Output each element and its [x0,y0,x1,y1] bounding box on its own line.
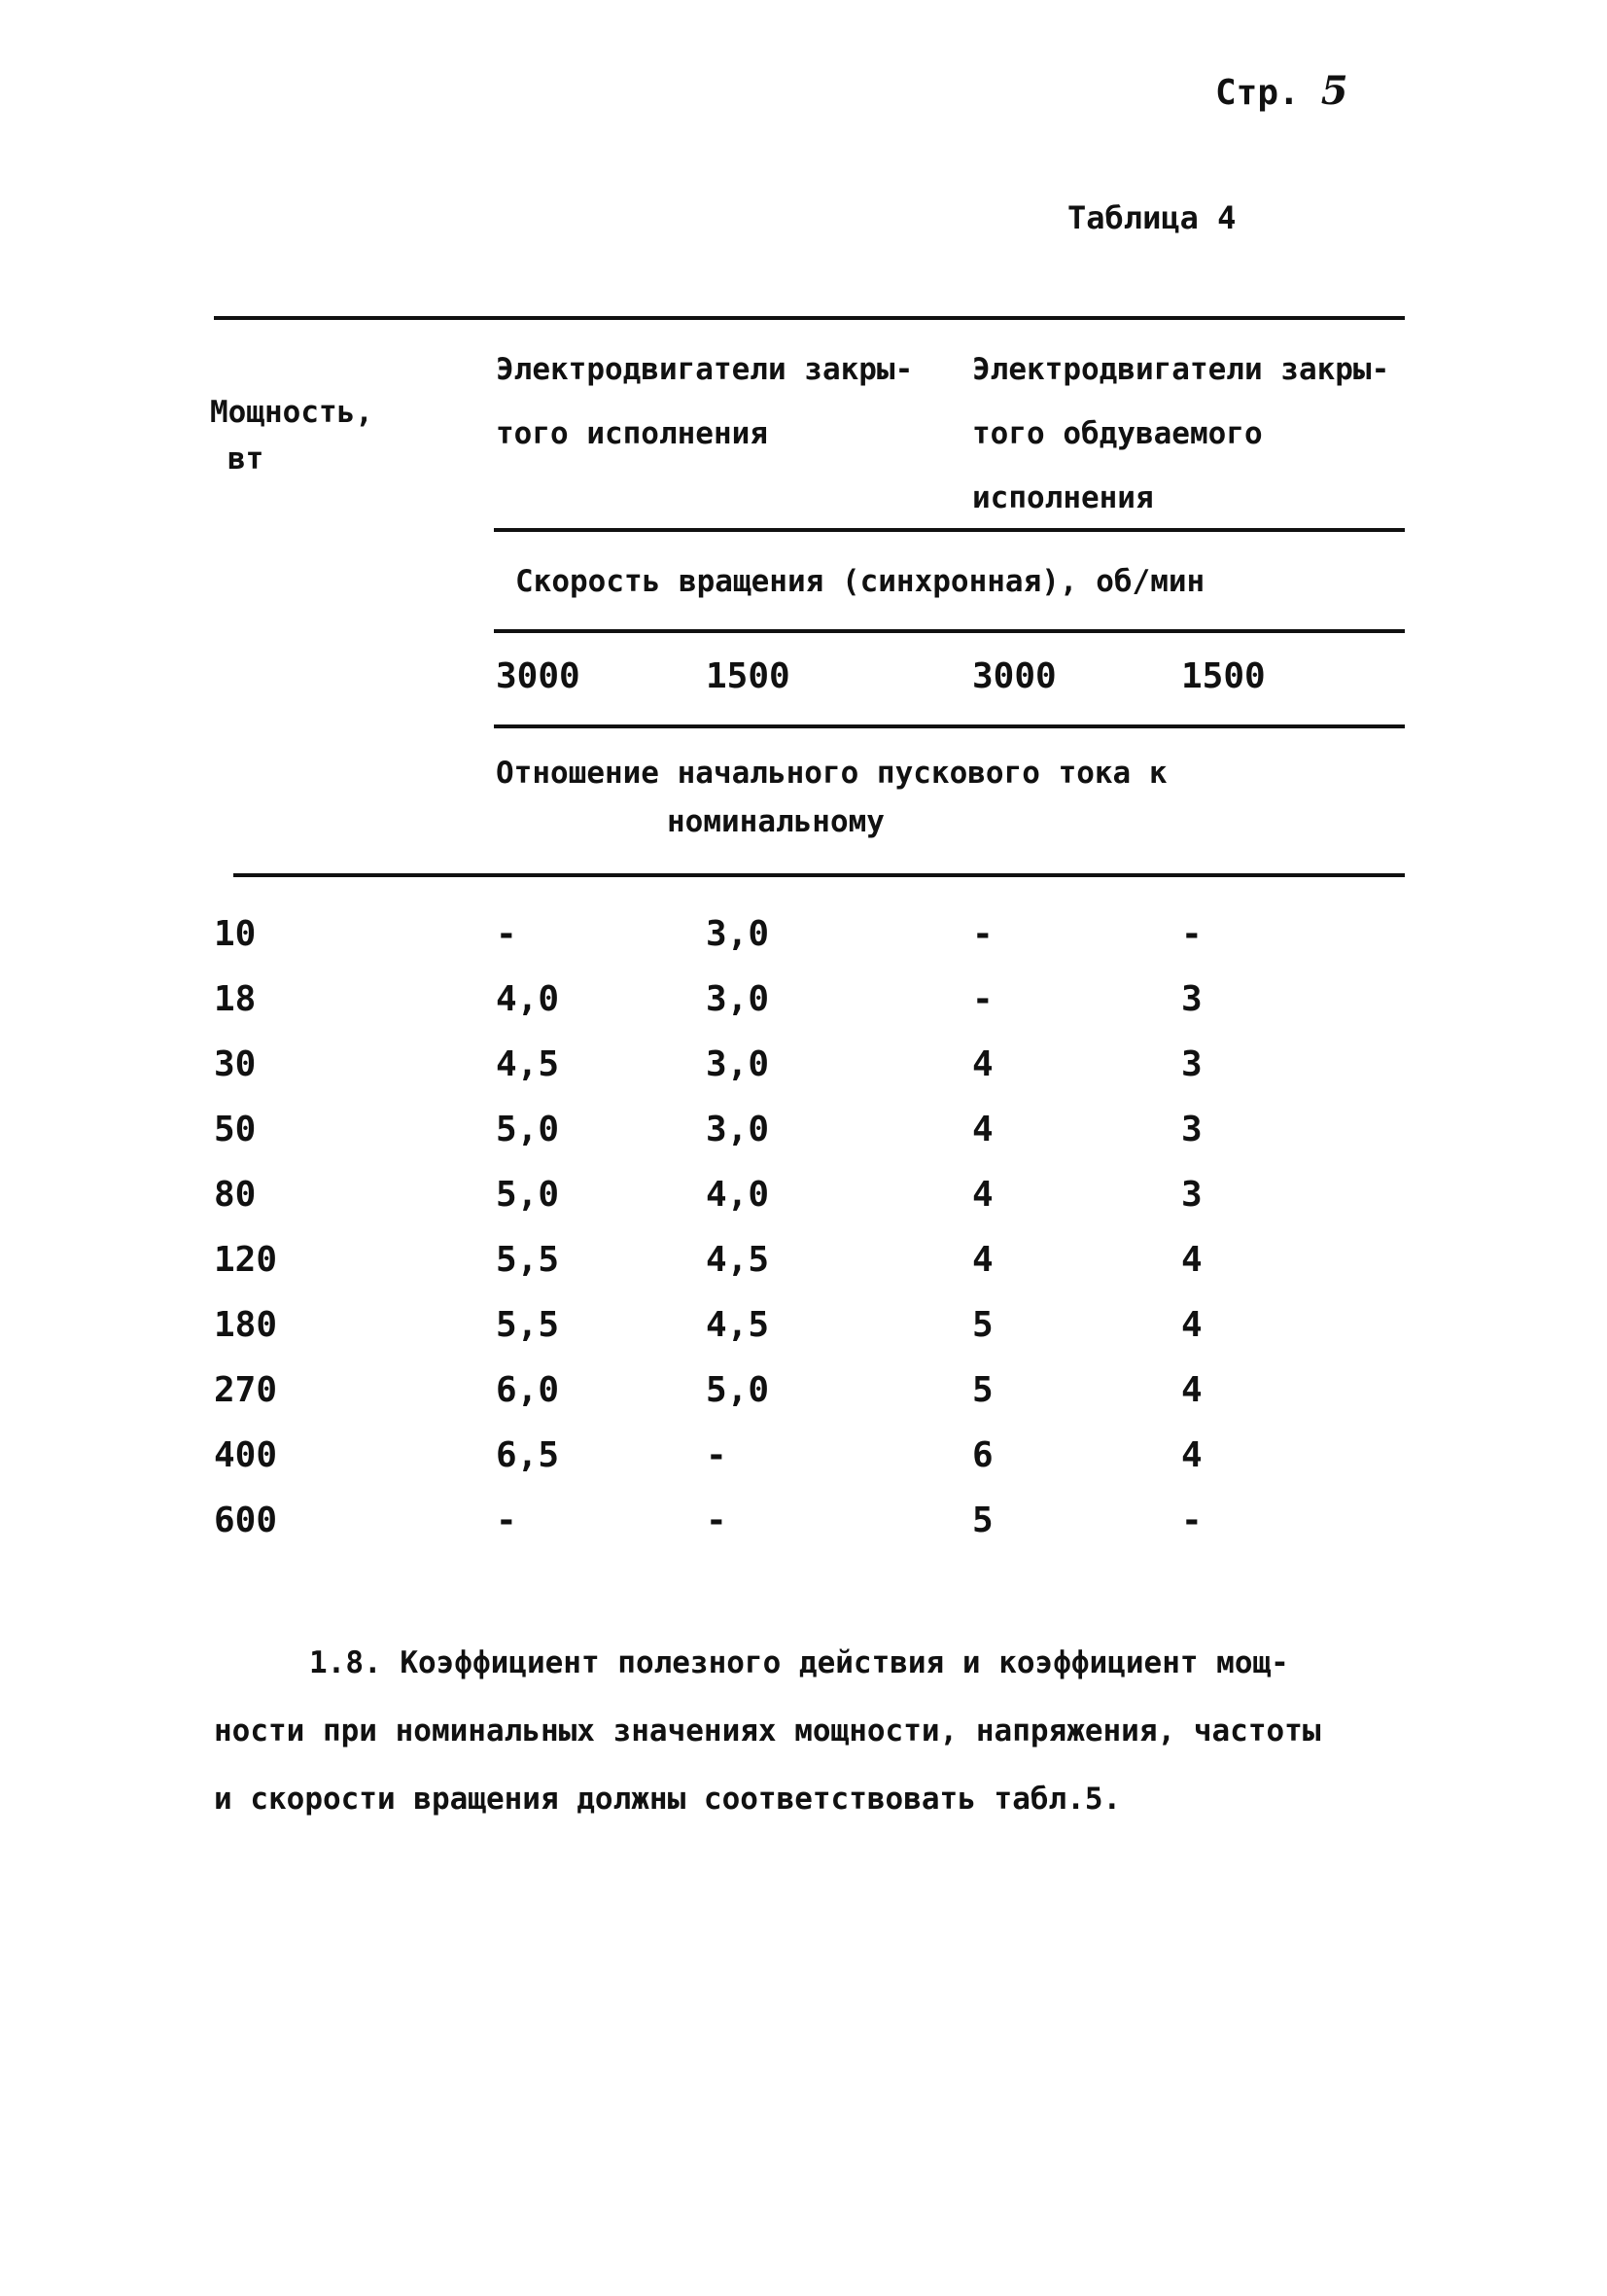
cell-blown-1500: 3 [1181,1044,1203,1084]
table-top-rule [214,316,1405,320]
cell-blown-3000: 4 [972,1110,994,1149]
cell-closed-1500: - [706,1435,727,1475]
cell-closed-1500: 4,0 [706,1175,770,1215]
header-rule-3 [494,724,1405,728]
speed-closed-1500: 1500 [706,656,790,696]
cell-blown-3000: 5 [972,1370,994,1410]
cell-closed-1500: 3,0 [706,1110,770,1149]
cell-closed-1500: - [706,1501,727,1540]
cell-blown-3000: 6 [972,1435,994,1475]
header-rule-2 [494,629,1405,633]
cell-closed-3000: 6,0 [496,1370,560,1410]
cell-power: 10 [214,914,257,954]
power-header [210,389,373,482]
paragraph-line: ности при номинальных значениях мощности, напряжения, частоты [214,1713,1321,1748]
group-closed-line-2: того исполнения [496,416,768,451]
speed-closed-3000: 3000 [496,656,580,696]
cell-closed-1500: 3,0 [706,1044,770,1084]
page-number-value: 5 [1320,68,1348,114]
cell-blown-1500: - [1181,1501,1203,1540]
cell-power: 80 [214,1175,257,1215]
group-blown-line-3: исполнения [972,480,1154,515]
cell-closed-1500: 3,0 [706,979,770,1019]
group-closed-line-1: Электродвигатели закры- [496,352,914,387]
cell-closed-3000: 6,5 [496,1435,560,1475]
ratio-header-line-1: Отношение начального пускового тока к [496,756,1168,791]
cell-blown-3000: 4 [972,1044,994,1084]
ratio-header-line-2: номинальному [667,804,885,839]
header-bottom-rule [233,873,1405,877]
cell-blown-1500: 3 [1181,1175,1203,1215]
speed-header: Скорость вращения (синхронная), об/мин [515,564,1205,599]
cell-power: 600 [214,1501,278,1540]
cell-closed-1500: 3,0 [706,914,770,954]
group-blown-header [972,337,1389,530]
cell-power: 270 [214,1370,278,1410]
power-header-line: Мощность, [210,395,373,430]
cell-power: 18 [214,979,257,1019]
speed-blown-3000: 3000 [972,656,1057,696]
cell-power: 120 [214,1240,278,1280]
cell-closed-3000: 4,5 [496,1044,560,1084]
page-number [1215,68,1348,114]
group-closed-header [496,337,913,466]
paragraph-1-8 [214,1629,1400,1833]
cell-closed-3000: 5,0 [496,1175,560,1215]
cell-blown-3000: 4 [972,1175,994,1215]
cell-closed-3000: 5,5 [496,1305,560,1345]
ratio-header [496,749,1168,846]
cell-closed-3000: - [496,914,517,954]
cell-closed-1500: 4,5 [706,1305,770,1345]
cell-blown-3000: - [972,979,994,1019]
group-blown-line-1: Электродвигатели закры- [972,352,1390,387]
speed-blown-1500: 1500 [1181,656,1266,696]
cell-blown-1500: 3 [1181,1110,1203,1149]
cell-closed-3000: - [496,1501,517,1540]
table-title: Таблица 4 [1067,199,1237,236]
group-blown-line-2: того обдуваемого [972,416,1263,451]
paragraph-line: 1.8. Коэффициент полезного действия и коэффициент мощ- [309,1645,1289,1680]
cell-power: 50 [214,1110,257,1149]
cell-power: 400 [214,1435,278,1475]
cell-power: 180 [214,1305,278,1345]
cell-blown-3000: - [972,914,994,954]
paragraph-line: и скорости вращения должны соответствовать табл.5. [214,1782,1122,1817]
cell-blown-1500: 4 [1181,1370,1203,1410]
cell-closed-3000: 5,5 [496,1240,560,1280]
cell-blown-1500: 4 [1181,1305,1203,1345]
cell-power: 30 [214,1044,257,1084]
cell-closed-3000: 4,0 [496,979,560,1019]
cell-blown-1500: 4 [1181,1435,1203,1475]
cell-blown-1500: - [1181,914,1203,954]
cell-closed-1500: 4,5 [706,1240,770,1280]
cell-blown-1500: 3 [1181,979,1203,1019]
cell-closed-1500: 5,0 [706,1370,770,1410]
page-label: Стр. [1215,73,1300,113]
cell-blown-3000: 4 [972,1240,994,1280]
power-header-unit: вт [227,442,264,477]
cell-closed-3000: 5,0 [496,1110,560,1149]
cell-blown-3000: 5 [972,1305,994,1345]
cell-blown-1500: 4 [1181,1240,1203,1280]
cell-blown-3000: 5 [972,1501,994,1540]
